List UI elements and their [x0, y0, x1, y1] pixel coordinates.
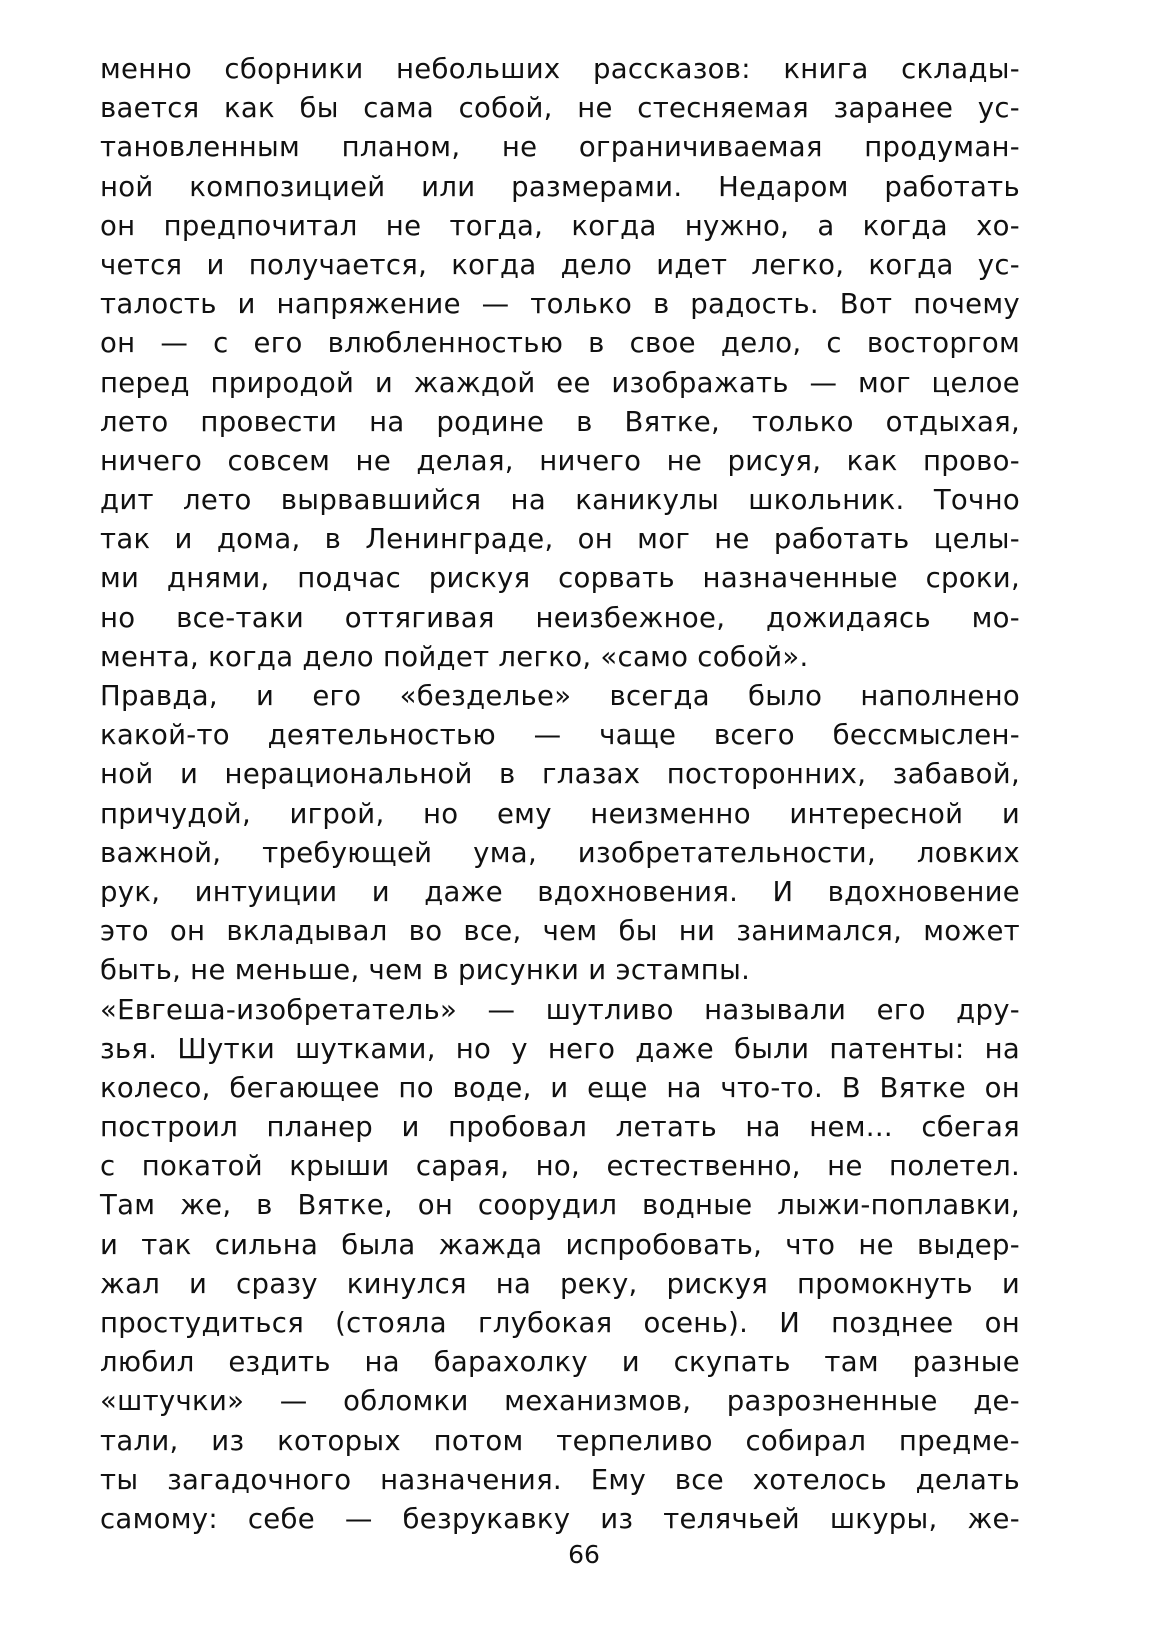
text-line: он предпочитал не тогда, когда нужно, а когда хо-: [100, 209, 1020, 242]
text-line: менно сборники небольших рассказов: книга склады-: [100, 53, 1020, 85]
text-line: построил планер и пробовал летать на нем... сбегая: [100, 1111, 1020, 1144]
text-line: чется и получается, когда дело идет легко, когда ус-: [100, 248, 1020, 281]
text-line: зья. Шутки шутками, но у него даже были патенты: на: [100, 1032, 1020, 1065]
text-line: «Евгеша-изобретатель» — шутливо называли его дру-: [100, 993, 1020, 1026]
text-line: ми днями, подчас рискуя сорвать назначенные сроки,: [100, 562, 1020, 595]
text-line: самому: себе — безрукавку из телячьей шкуры, же-: [100, 1502, 1020, 1535]
text-line: жал и сразу кинулся на реку, рискуя промокнуть и: [100, 1267, 1020, 1300]
text-line: ной композицией или размерами. Недаром работать: [100, 170, 1020, 203]
page-number: 66: [568, 1540, 600, 1569]
text-line: важной, требующей ума, изобретательности, ловких: [100, 836, 1020, 869]
text-line: дит лето вырвавшийся на каникулы школьник. Точно: [100, 484, 1020, 517]
text-line: лето провести на родине в Вятке, только отдыхая,: [100, 405, 1020, 438]
text-line: рук, интуиции и даже вдохновения. И вдохновение: [100, 875, 1020, 908]
text-line: мента, когда дело пойдет легко, «само собой».: [100, 640, 809, 673]
text-line: с покатой крыши сарая, но, естественно, не полетел.: [100, 1150, 1020, 1183]
body-text: [100, 50, 1020, 1539]
text-line: причудой, игрой, но ему неизменно интересной и: [100, 797, 1020, 830]
text-line: это он вкладывал во все, чем бы ни занимался, может: [100, 915, 1020, 948]
text-line: какой-то деятельностью — чаще всего бессмыслен-: [100, 719, 1020, 752]
text-line: простудиться (стояла глубокая осень). И позднее он: [100, 1307, 1020, 1339]
text-line: ной и нерациональной в глазах посторонних, забавой,: [100, 758, 1020, 791]
text-line: тали, из которых потом терпеливо собирал предме-: [100, 1424, 1020, 1457]
text-line: он — с его влюбленностью в свое дело, с восторгом: [100, 327, 1020, 360]
text-line: колесо, бегающее по воде, и еще на что-то. В Вятке он: [100, 1071, 1020, 1104]
text-line: тановленным планом, не ограничиваемая продуман-: [100, 131, 1020, 164]
text-line: так и дома, в Ленинграде, он мог не работать целы-: [100, 523, 1020, 556]
text-line: быть, не меньше, чем в рисунки и эстампы.: [100, 954, 751, 987]
text-line: любил ездить на барахолку и скупать там разные: [100, 1346, 1020, 1379]
text-line: талость и напряжение — только в радость. Вот почему: [100, 288, 1020, 321]
text-line: «штучки» — обломки механизмов, разрозненные де-: [100, 1385, 1020, 1418]
text-line: вается как бы сама собой, не стесняемая заранее ус-: [100, 92, 1020, 125]
text-line: перед природой и жаждой ее изображать — мог целое: [100, 366, 1020, 399]
text-line: и так сильна была жажда испробовать, что не выдер-: [100, 1228, 1020, 1261]
text-line: но все-таки оттягивая неизбежное, дожидаясь мо-: [100, 601, 1020, 634]
text-line: ты загадочного назначения. Ему все хотелось делать: [100, 1463, 1020, 1496]
text-line: Правда, и его «безделье» всегда было наполнено: [100, 680, 1020, 712]
text-line: Там же, в Вятке, он соорудил водные лыжи-поплавки,: [100, 1189, 1020, 1222]
text-line: ничего совсем не делая, ничего не рисуя, как прово-: [100, 444, 1020, 477]
